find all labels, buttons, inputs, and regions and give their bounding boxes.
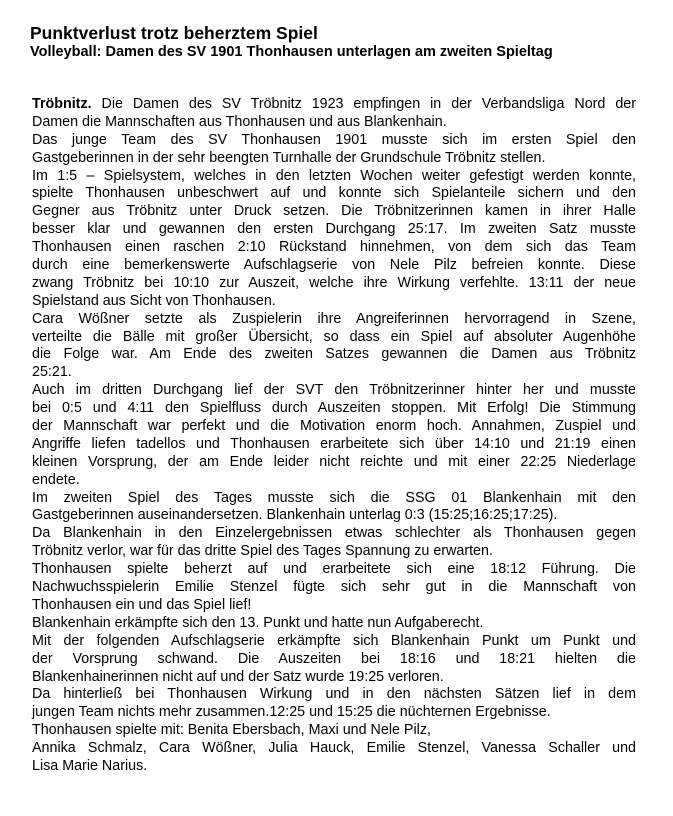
- article-line: Blankenhain erkämpfte sich den 13. Punkt und hatte nun Aufgaberecht.: [32, 614, 484, 631]
- article-line-text: Die Damen des SV Tröbnitz 1923 empfingen in der Verbandsliga Nord der: [101, 96, 636, 112]
- article-line: der Vorsprung schwand. Die Auszeiten bei 18:16 und 18:21 hielten die: [32, 650, 636, 667]
- article-line: spielte Thonhausen unbeschwert auf und konnte sich Spielanteile sichern und den: [32, 185, 636, 202]
- article-line: Im zweiten Spiel des Tages musste sich die SSG 01 Blankenhain mit den: [32, 489, 636, 506]
- article-line: endete.: [32, 471, 80, 488]
- article-line: Blankenhainerinnen nicht auf und der Satz wurde 19:25 verloren.: [32, 668, 444, 685]
- article-line: Angriffe liefen tadellos und Thonhausen erarbeitete sich über 14:10 und 21:19 einen: [32, 435, 636, 452]
- article-line: verteilte die Bälle mit großer Übersicht, so dass ein Spiel auf absoluter Augenhöhe: [32, 328, 636, 345]
- article-line: Lisa Marie Narius.: [32, 757, 148, 774]
- article-line: zwang Tröbnitz bei 10:10 zur Auszeit, welche ihre Wirkung verfehlte. 13:11 der neue: [32, 274, 636, 291]
- article-subheadline: Volleyball: Damen des SV 1901 Thonhausen unterlagen am zweiten Spieltag: [30, 44, 553, 60]
- article-line: Gegner aus Tröbnitz unter Druck setzen. Die Tröbnitzerinnen kamen in ihrer Halle: [32, 203, 636, 220]
- article-line: [32, 96, 636, 114]
- article-line: der Mannschaft war perfekt und die Motivation enorm hoch. Annahmen, Zuspiel und: [32, 418, 636, 435]
- article-line: jungen Team nichts mehr zusammen.12:25 und 15:25 die nüchternen Ergebnisse.: [32, 704, 551, 721]
- article-body: [32, 96, 636, 776]
- article-line: Annika Schmalz, Cara Wößner, Julia Hauck, Emilie Stenzel, Vanessa Schaller und: [32, 740, 636, 757]
- article-line: Mit der folgenden Aufschlagserie erkämpfte sich Blankenhain Punkt um Punkt und: [32, 632, 636, 649]
- article-line: die Folge war. Am Ende des zweiten Satzes gewannen die Damen aus Tröbnitz: [32, 346, 636, 363]
- article-line: Damen die Mannschaften aus Thonhausen und aus Blankenhain.: [32, 113, 447, 130]
- article-line: Thonhausen spielte beherzt auf und erarbeitete sich eine 18:12 Führung. Die: [32, 561, 636, 578]
- article-line: bei 0:5 und 4:11 den Spielfluss durch Auszeiten stoppen. Mit Erfolg! Die Stimmung: [32, 400, 636, 417]
- article-line: Das junge Team des SV Thonhausen 1901 musste sich im ersten Spiel den: [32, 131, 636, 148]
- article-line: Thonhausen einen raschen 2:10 Rückstand hinnehmen, von dem sich das Team: [32, 239, 636, 256]
- article-line: besser klar und gewannen den ersten Durchgang 25:17. Im zweiten Satz musste: [32, 221, 636, 238]
- article-line: Spielstand aus Sicht von Thonhausen.: [32, 292, 276, 309]
- article-line: Nachwuchsspielerin Emilie Stenzel fügte sich sehr gut in die Mannschaft von: [32, 579, 636, 596]
- article-headline: Punktverlust trotz beherztem Spiel: [30, 23, 318, 43]
- article-line: Thonhausen ein und das Spiel lief!: [32, 596, 252, 613]
- article-line: 25:21.: [32, 364, 72, 381]
- article-line: Gastgeberinnen auseinandersetzen. Blankenhain unterlag 0:3 (15:25;16:25;17:25).: [32, 507, 558, 524]
- article-line: Cara Wößner setzte als Zuspielerin ihre Angreiferinnen hervorragend in Szene,: [32, 310, 636, 327]
- article-line: Gastgeberinnen in der sehr beengten Turnhalle der Grundschule Tröbnitz stellen.: [32, 149, 546, 166]
- article-line: kleinen Vorsprung, der am Ende leider nicht reichte und mit einer 22:25 Niederlage: [32, 453, 636, 470]
- article-line: Im 1:5 – Spielsystem, welches in den letzten Wochen weiter gefestigt werden konnte,: [32, 167, 636, 184]
- article-line: Thonhausen spielte mit: Benita Ebersbach, Maxi und Nele Pilz,: [32, 722, 431, 739]
- article-line: Da Blankenhain in den Einzelergebnissen etwas schlechter als Thonhausen gegen: [32, 525, 636, 542]
- dateline: Tröbnitz.: [32, 96, 92, 112]
- article-line: Auch im dritten Durchgang lief der SVT den Tröbnitzerinner hinter her und musste: [32, 382, 636, 399]
- article-line: Da hinterließ bei Thonhausen Wirkung und in den nächsten Sätzen lief in dem: [32, 686, 636, 703]
- article-line: Tröbnitz verlor, war für das dritte Spiel des Tages Spannung zu erwarten.: [32, 543, 493, 560]
- article-line: durch eine bemerkenswerte Aufschlagserie von Nele Pilz befreien konnte. Diese: [32, 257, 636, 274]
